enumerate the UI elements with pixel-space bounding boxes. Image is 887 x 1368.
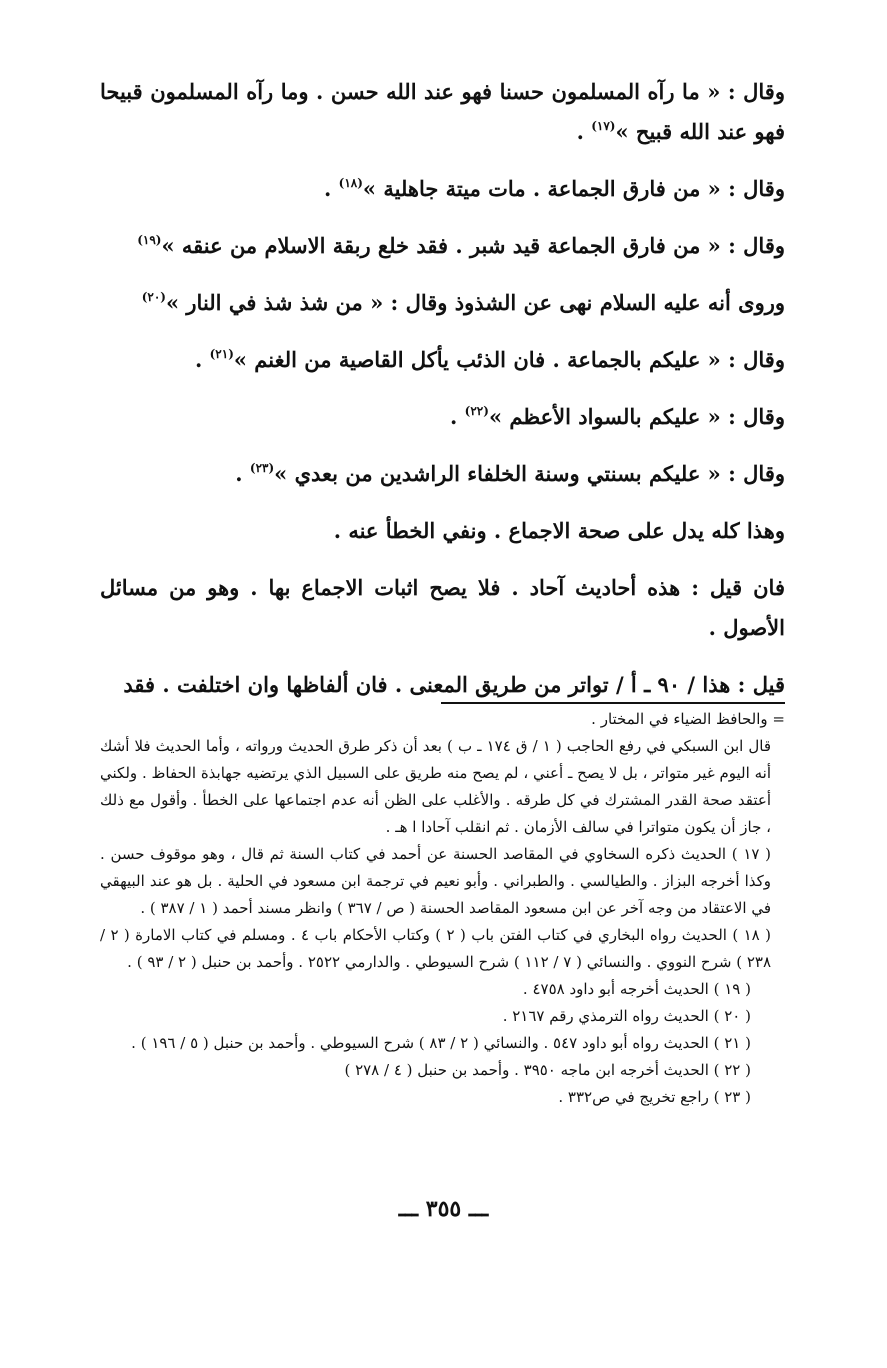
- footnote-ref-17: (١٧): [591, 119, 616, 133]
- paragraph-hadith-3: [100, 226, 785, 266]
- paragraph-hadith-2: [100, 169, 785, 209]
- paragraph-text: هذه أحاديث آحاد . فلا يصح اثبات الاجماع بها . وهو من مسائل الأصول .: [100, 575, 785, 640]
- footnote-23: ( ٢٣ ) راجع تخريج في ص٣٣٢ .: [558, 1088, 751, 1106]
- paragraph-hadith-6: [100, 397, 785, 437]
- reply-heading: قيل :: [737, 672, 785, 697]
- page-number: ـــ ٣٥٥ ـــ: [398, 1196, 489, 1222]
- objection-heading: فان قيل :: [691, 575, 785, 600]
- paragraph-text: هذا / ٩٠ ـ أ / تواتر من طريق المعنى . فان ألفاظها وان اختلفت . فقد: [123, 672, 738, 697]
- paragraph-punct: .: [194, 347, 210, 372]
- paragraph-text: وقال : « ما رآه المسلمون حسنا فهو عند الله حسن . وما رآه المسلمون قبيحا فهو عند الله قبيح »: [100, 79, 785, 144]
- paragraph-hadith-1: [100, 72, 785, 152]
- paragraph-punct: .: [324, 176, 339, 201]
- paragraph-text: وقال : « عليكم بالسواد الأعظم »: [488, 404, 785, 429]
- paragraph-text: وقال : « عليكم بسنتي وسنة الخلفاء الراشدين من بعدي »: [274, 461, 785, 486]
- footnote-22: ( ٢٢ ) الحديث أخرجه ابن ماجه ٣٩٥٠ . وأحمد بن حنبل ( ٤ / ٢٧٨ ): [344, 1061, 751, 1079]
- footnote-ref-23: (٢٣): [249, 461, 275, 475]
- paragraph-objection: [100, 568, 785, 648]
- paragraph-hadith-7: [100, 454, 785, 494]
- footnote-ref-18: (١٨): [338, 176, 363, 190]
- footnote-20: ( ٢٠ ) الحديث رواه الترمذي رقم ٢١٦٧ .: [502, 1007, 751, 1025]
- main-text: [100, 72, 785, 705]
- footnotes: [100, 706, 785, 1111]
- footnote-21: ( ٢١ ) الحديث رواه أبو داود ٥٤٧ . والنسائي ( ٢ / ٨٣ ) شرح السيوطي . وأحمد بن حنبل ( ٥ / ١٩٦ ) .: [131, 1034, 751, 1052]
- footnote-continuation: = والحافظ الضياء في المختار .: [591, 710, 785, 728]
- paragraph-text: وروى أنه عليه السلام نهى عن الشذوذ وقال : « من شذ شذ في النار »: [165, 290, 785, 315]
- footnote-18: ( ١٨ ) الحديث رواه البخاري في كتاب الفتن باب ( ٢ ) وكتاب الأحكام باب ٤ . ومسلم في كتاب الامارة ( ٢ / ٢٣٨ ) شرح النووي . والنسائي ( ٧ / ١١٢ ) شرح السيوطي . والدارمي ٢٥٢٢ . وأحمد بن حنبل ( ٢ / ٩٣ ) .: [100, 926, 771, 971]
- paragraph-conclusion: [100, 511, 785, 551]
- paragraph-text: وقال : « من فارق الجماعة . مات ميتة جاهلية »: [362, 176, 785, 201]
- paragraph-hadith-4: [100, 283, 785, 323]
- footnote-ref-22: (٢٢): [464, 404, 489, 418]
- paragraph-punct: .: [450, 404, 465, 429]
- paragraph-hadith-5: [100, 340, 785, 380]
- paragraph-text: وقال : « من فارق الجماعة قيد شبر . فقد خلع ربقة الاسلام من عنقه »: [161, 233, 785, 258]
- footnote-17: ( ١٧ ) الحديث ذكره السخاوي في المقاصد الحسنة عن أحمد في كتاب السنة ثم قال ، وهو موقوف حسن . وكذا أخرجه البزاز . والطيالسي . والطبراني . وأبو نعيم في ترجمة ابن مسعود في الحلية . بل هو عند البيهقي في الاعتقاد من وجه آخر عن ابن مسعود المقاصد الحسنة ( ص / ٣٦٧ ) وانظر مسند أحمد ( ١ / ٣٨٧ ) .: [100, 845, 771, 917]
- footnote-separator: [441, 702, 785, 704]
- footnote-subki-quote: قال ابن السبكي في رفع الحاجب ( ١ / ق ١٧٤ ـ ب ) بعد أن ذكر طرق الحديث ورواته ، وأما الحديث فلا أشك أنه اليوم غير متواتر ، بل لا يصح ـ أعني ، لم يصح منه طريق على السبيل الذي يرتضيه جهابذة الحفاظ . ولكني أعتقد صحة القدر المشترك في كل طرقه . والأغلب على الظن أنه عدم اجتماعها على الخطأ . وأقول مع ذلك ، جاز أن يكون متواترا في سالف الأزمان . ثم انقلب آحادا ا هـ .: [100, 737, 771, 836]
- paragraph-reply: [100, 665, 785, 705]
- paragraph-text: وهذا كله يدل على صحة الاجماع . ونفي الخطأ عنه .: [333, 518, 785, 543]
- paragraph-punct: .: [235, 461, 250, 486]
- paragraph-text: وقال : « عليكم بالجماعة . فان الذئب يأكل القاصية من الغنم »: [233, 347, 785, 372]
- footnote-ref-20: (٢٠): [141, 290, 166, 304]
- footnote-19: ( ١٩ ) الحديث أخرجه أبو داود ٤٧٥٨ .: [522, 980, 751, 998]
- footnote-ref-21: (٢١): [209, 347, 234, 361]
- footnote-ref-19: (١٩): [137, 233, 162, 247]
- paragraph-punct: .: [576, 119, 592, 144]
